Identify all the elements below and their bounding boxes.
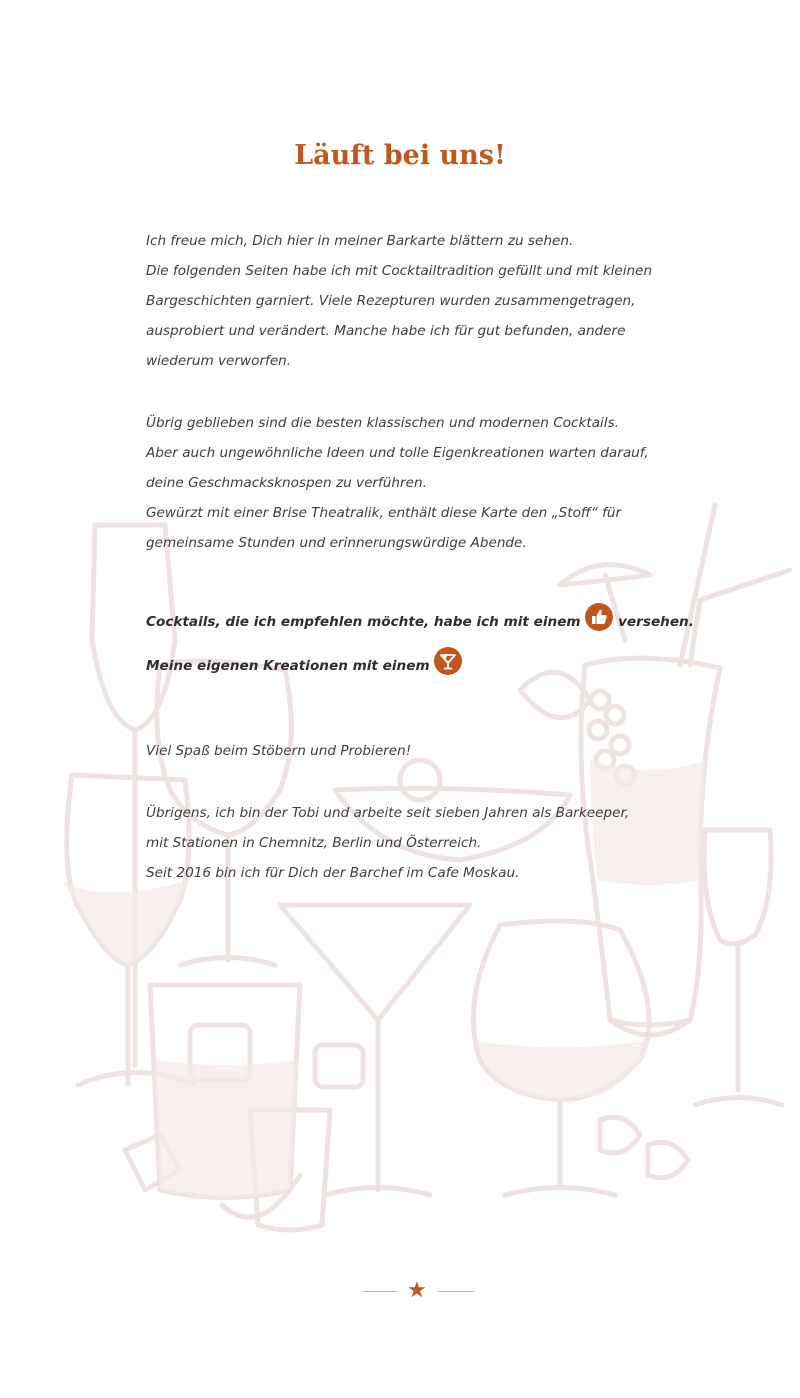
cocktail-glass-icon	[434, 647, 462, 675]
footer-ornament	[362, 1280, 474, 1302]
about-line: Seit 2016 bin ich für Dich der Barchef im Cafe Moskau.	[146, 865, 520, 881]
creation-legend	[146, 652, 666, 680]
creation-legend-text: Meine eigenen Kreationen mit einem	[146, 658, 430, 674]
paragraph-line: Übrig geblieben sind die besten klassischen und modernen Cocktails.	[146, 415, 619, 431]
intro-line: Ich freue mich, Dich hier in meiner Barkarte blättern zu sehen.	[146, 233, 574, 249]
about-line: mit Stationen in Chemnitz, Berlin und Österreich.	[146, 835, 482, 851]
footer-rule-left	[362, 1291, 398, 1292]
page-title: Läuft bei uns!	[294, 140, 506, 171]
recommend-legend-suffix: versehen.	[618, 614, 694, 630]
intro-line: ausprobiert und verändert. Manche habe ich für gut befunden, andere	[146, 323, 626, 339]
paragraph-line: gemeinsame Stunden und erinnerungswürdige Abende.	[146, 535, 527, 551]
star-icon: ★	[407, 1278, 427, 1303]
closing-line: Viel Spaß beim Stöbern und Probieren!	[146, 743, 412, 759]
paragraph-line: deine Geschmacksknospen zu verführen.	[146, 475, 427, 491]
about-line: Übrigens, ich bin der Tobi und arbeite seit sieben Jahren als Barkeeper,	[146, 805, 630, 821]
footer-rule-right	[438, 1291, 474, 1292]
paragraph-line: Gewürzt mit einer Brise Theatralik, enthält diese Karte den „Stoff“ für	[146, 505, 622, 521]
intro-line: wiederum verworfen.	[146, 353, 292, 369]
intro-line: Die folgenden Seiten habe ich mit Cocktailtradition gefüllt und mit kleinen	[146, 263, 653, 279]
recommend-legend	[146, 608, 694, 636]
paragraph-line: Aber auch ungewöhnliche Ideen und tolle Eigenkreationen warten darauf,	[146, 445, 649, 461]
thumbs-up-icon	[585, 603, 613, 631]
recommend-legend-text: Cocktails, die ich empfehlen möchte, habe ich mit einem	[146, 614, 581, 630]
intro-line: Bargeschichten garniert. Viele Rezepturen wurden zusammengetragen,	[146, 293, 636, 309]
